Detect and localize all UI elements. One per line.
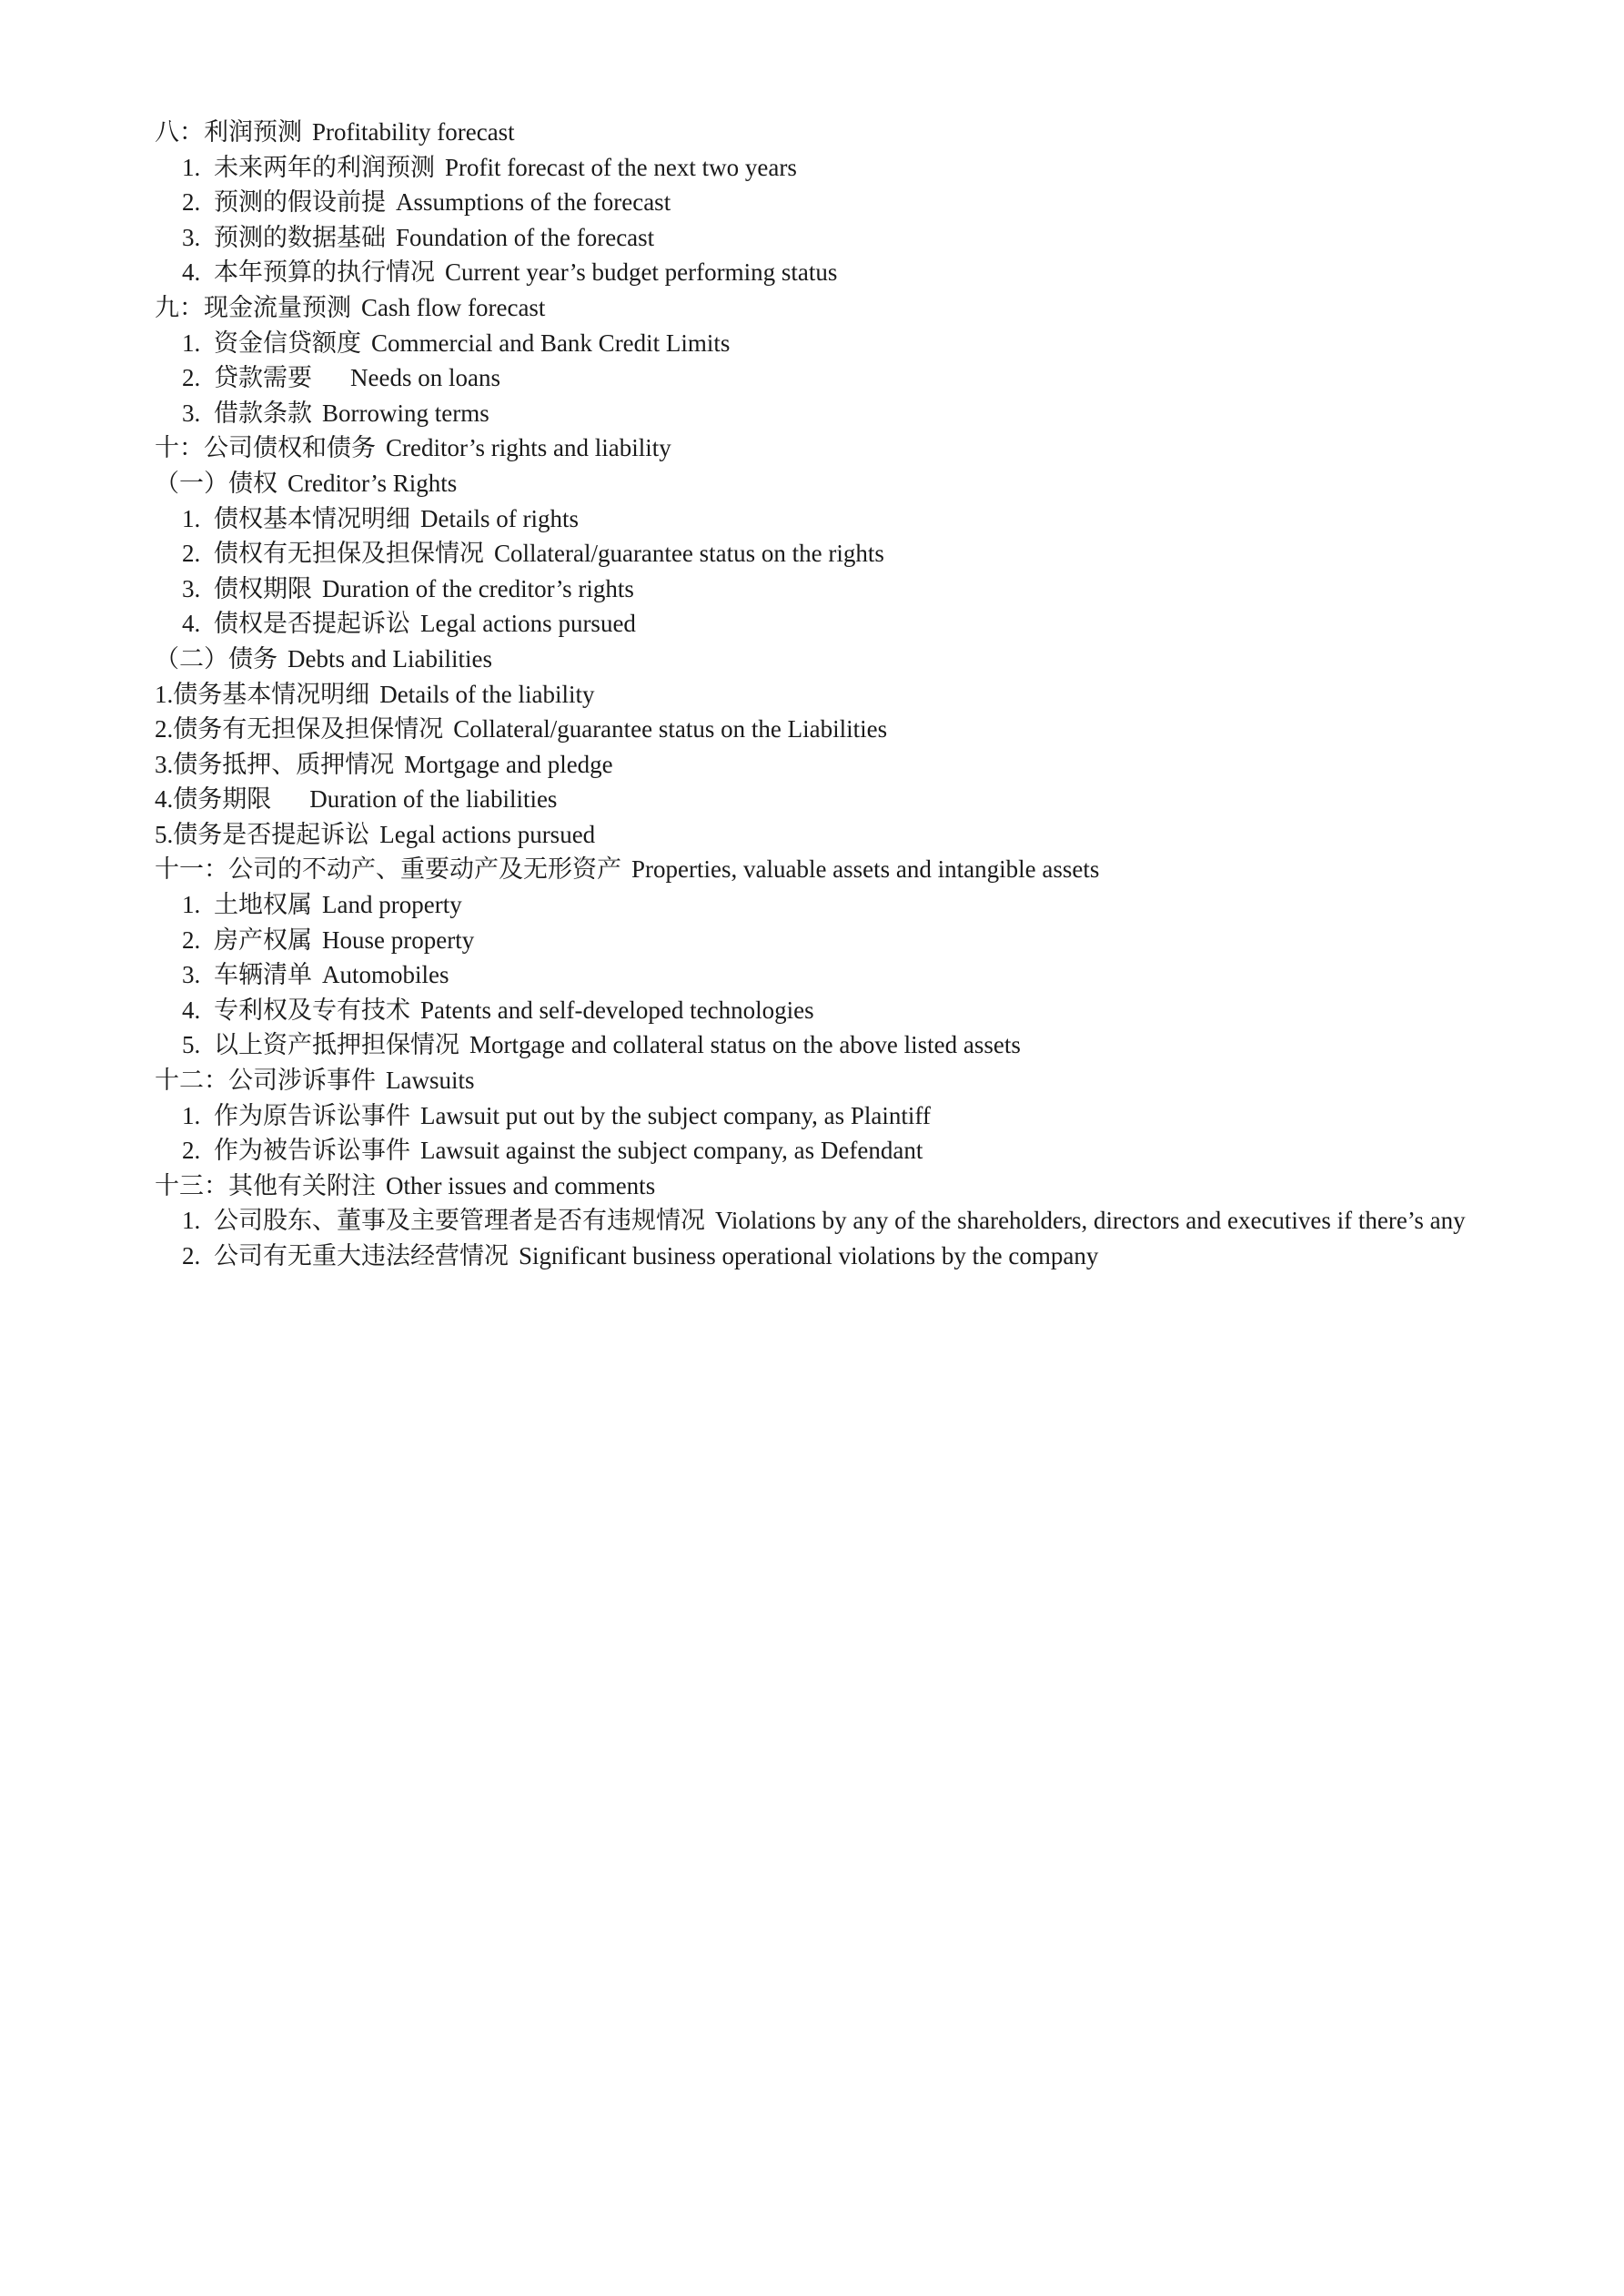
line-marker: 1. — [182, 153, 201, 181]
line-marker: 3. — [182, 574, 201, 602]
line-text-zh: 3.债务抵押、质押情况 — [155, 750, 395, 778]
document-line — [155, 255, 1469, 290]
document-body — [155, 115, 1469, 1274]
line-text-en: Violations by any of the shareholders, directors and executives if there’s any — [715, 1207, 1466, 1235]
line-marker: 3. — [182, 961, 201, 989]
line-text-zh: 借款条款 — [214, 399, 312, 427]
line-marker: 1. — [182, 1207, 201, 1235]
line-text-zh: 5.债务是否提起诉讼 — [155, 820, 370, 848]
line-text-en: Current year’s budget performing status — [445, 258, 838, 287]
document-line — [155, 852, 1469, 887]
line-text-zh: 2.债务有无担保及担保情况 — [155, 715, 444, 743]
line-text-en: Creditor’s rights and liability — [386, 434, 671, 462]
line-text-zh: 1.债务基本情况明细 — [155, 680, 370, 708]
line-marker: 1. — [182, 891, 201, 919]
line-marker: 4. — [182, 258, 201, 287]
line-text-en: Duration of the liabilities — [309, 785, 558, 814]
line-text-en: Lawsuit put out by the subject company, as Plaintiff — [420, 1101, 931, 1129]
line-text-en: Lawsuit against the subject company, as Defendant — [420, 1137, 923, 1165]
document-line — [155, 220, 1469, 256]
line-text-zh: 十：公司债权和债务 — [155, 434, 376, 462]
line-marker: 1. — [182, 504, 201, 532]
line-text-en: Automobiles — [322, 961, 449, 989]
document-line — [155, 501, 1469, 537]
line-marker: 4. — [182, 996, 201, 1024]
line-text-en: Profitability forecast — [312, 118, 515, 146]
line-text-en: Properties, valuable assets and intangible assets — [631, 855, 1100, 884]
line-marker: 2. — [182, 364, 201, 392]
line-text-en: Collateral/guarantee status on the rights — [494, 540, 884, 568]
line-text-en: Legal actions pursued — [379, 820, 596, 848]
line-marker: 2. — [182, 925, 201, 954]
line-text-zh: 4.债务期限 — [155, 785, 272, 814]
document-line — [155, 290, 1469, 326]
line-text-zh: 资金信贷额度 — [214, 329, 361, 357]
document-line — [155, 747, 1469, 783]
line-text-en: House property — [322, 925, 475, 954]
line-text-zh: 九：现金流量预测 — [155, 293, 351, 321]
document-line — [155, 887, 1469, 923]
line-marker: 2. — [182, 540, 201, 568]
line-text-en: Legal actions pursued — [420, 610, 636, 638]
line-text-en: Details of the liability — [379, 680, 595, 708]
line-text-zh: 债权有无担保及担保情况 — [214, 540, 484, 568]
line-text-zh: 债权基本情况明细 — [214, 504, 410, 532]
line-text-en: Mortgage and collateral status on the above listed assets — [469, 1031, 1021, 1059]
line-marker: 2. — [182, 1242, 201, 1269]
line-text-en: Needs on loans — [350, 364, 500, 392]
line-text-zh: 车辆清单 — [214, 961, 312, 989]
line-text-zh: 未来两年的利润预测 — [214, 153, 435, 181]
document-line — [155, 606, 1469, 642]
line-text-en: Debts and Liabilities — [287, 644, 492, 673]
line-text-en: Cash flow forecast — [361, 293, 546, 321]
line-marker: 2. — [182, 1137, 201, 1165]
line-marker: 4. — [182, 610, 201, 638]
document-line — [155, 536, 1469, 571]
line-text-en: Lawsuits — [386, 1067, 475, 1095]
line-text-zh: 以上资产抵押担保情况 — [214, 1031, 459, 1059]
document-line — [155, 360, 1469, 396]
document-line — [155, 430, 1469, 466]
document-line — [155, 115, 1469, 150]
document-line — [155, 326, 1469, 361]
line-text-en: Borrowing terms — [322, 399, 489, 427]
line-text-en: Commercial and Bank Credit Limits — [371, 329, 731, 357]
line-text-zh: （一）债权 — [155, 469, 277, 497]
document-line — [155, 1027, 1469, 1063]
line-text-en: Significant business operational violations by the company — [519, 1242, 1099, 1269]
line-text-en: Details of rights — [420, 504, 579, 532]
line-text-zh: 公司股东、董事及主要管理者是否有违规情况 — [214, 1207, 705, 1235]
line-text-zh: （二）债务 — [155, 644, 277, 673]
document-line — [155, 466, 1469, 501]
document-line — [155, 396, 1469, 431]
line-text-en: Mortgage and pledge — [404, 750, 613, 778]
line-text-en: Assumptions of the forecast — [396, 188, 671, 217]
document-line — [155, 712, 1469, 747]
line-text-zh: 贷款需要 — [214, 364, 312, 392]
document-line — [155, 642, 1469, 677]
line-marker: 2. — [182, 188, 201, 217]
line-text-zh: 土地权属 — [214, 891, 312, 919]
line-text-en: Other issues and comments — [386, 1171, 656, 1199]
line-text-zh: 预测的假设前提 — [214, 188, 386, 217]
document-line — [155, 1239, 1469, 1274]
document-line — [155, 150, 1469, 186]
document-line — [155, 923, 1469, 958]
line-text-en: Foundation of the forecast — [396, 223, 655, 251]
line-text-en: Collateral/guarantee status on the Liabilities — [453, 715, 888, 743]
line-text-zh: 十三：其他有关附注 — [155, 1171, 376, 1199]
line-text-zh: 专利权及专有技术 — [214, 996, 410, 1024]
document-line — [155, 957, 1469, 993]
line-text-en: Creditor’s Rights — [287, 469, 458, 497]
line-text-zh: 十一：公司的不动产、重要动产及无形资产 — [155, 855, 621, 884]
line-text-en: Profit forecast of the next two years — [445, 153, 797, 181]
line-text-zh: 十二：公司涉诉事件 — [155, 1067, 376, 1095]
line-marker: 1. — [182, 1101, 201, 1129]
line-marker: 3. — [182, 399, 201, 427]
line-text-zh: 债权期限 — [214, 574, 312, 602]
document-line — [155, 677, 1469, 713]
line-text-zh: 八：利润预测 — [155, 118, 302, 146]
document-line — [155, 185, 1469, 220]
line-text-en: Patents and self-developed technologies — [420, 996, 814, 1024]
line-text-en: Land property — [322, 891, 462, 919]
document-line — [155, 782, 1469, 817]
line-text-zh: 公司有无重大违法经营情况 — [214, 1242, 509, 1269]
document-line — [155, 817, 1469, 853]
document-line — [155, 571, 1469, 607]
line-text-zh: 债权是否提起诉讼 — [214, 610, 410, 638]
line-text-zh: 房产权属 — [214, 925, 312, 954]
document-line — [155, 1203, 1469, 1239]
document-line — [155, 1063, 1469, 1098]
line-marker: 1. — [182, 329, 201, 357]
line-text-zh: 作为被告诉讼事件 — [214, 1137, 410, 1165]
line-marker: 5. — [182, 1031, 201, 1059]
document-line — [155, 993, 1469, 1028]
line-marker: 3. — [182, 223, 201, 251]
line-text-zh: 预测的数据基础 — [214, 223, 386, 251]
document-line — [155, 1098, 1469, 1134]
line-text-zh: 本年预算的执行情况 — [214, 258, 435, 287]
line-text-zh: 作为原告诉讼事件 — [214, 1101, 410, 1129]
document-line — [155, 1168, 1469, 1204]
line-text-en: Duration of the creditor’s rights — [322, 574, 634, 602]
document-line — [155, 1133, 1469, 1168]
